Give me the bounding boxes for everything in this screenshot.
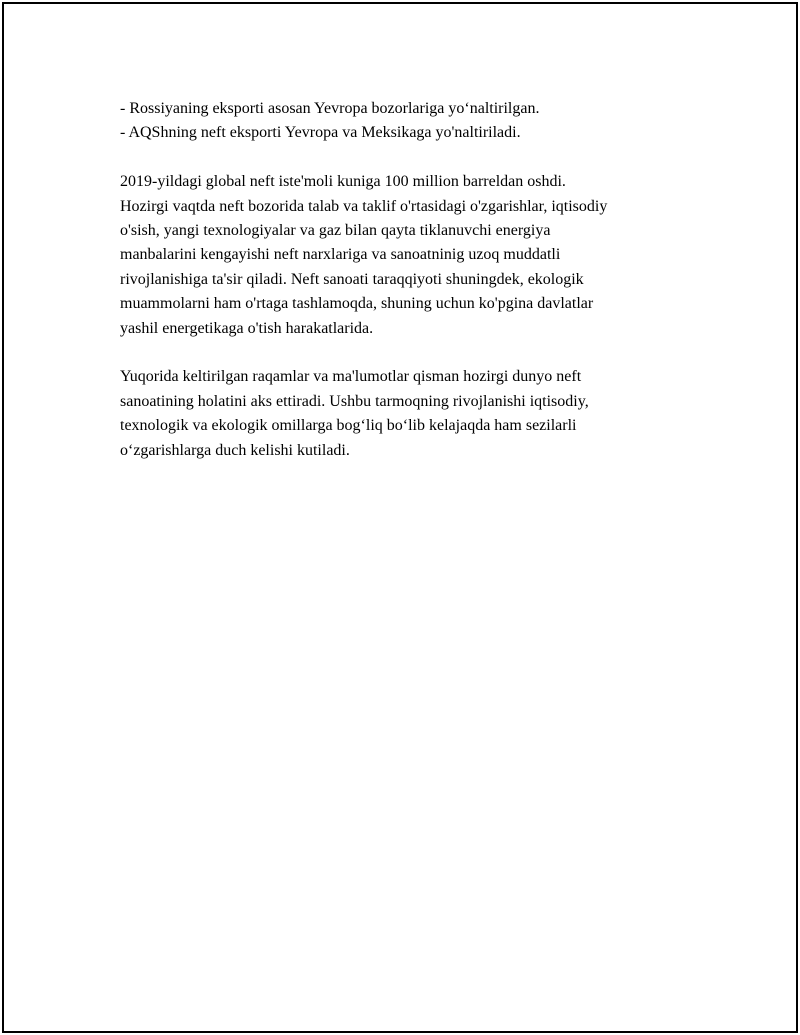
paragraph-global-consumption: [120, 170, 700, 341]
paragraph-line: manbalarini kengayishi neft narxlariga va sanoatninig uzoq muddatli: [120, 246, 561, 264]
bullet-item-usa: - AQShning neft eksporti Yevropa va Meksikaga yo'naltiriladi.: [120, 124, 521, 142]
paragraph-line: o'sish, yangi texnologiyalar va gaz bilan qayta tiklanuvchi energiya: [120, 222, 551, 240]
export-bullet-list: [120, 97, 700, 146]
bullet-item-russia: - Rossiyaning eksporti asosan Yevropa bozorlariga yo‘naltirilgan.: [120, 100, 540, 117]
paragraph-line: yashil energetikaga o'tish harakatlarida.: [120, 319, 374, 337]
paragraph-line: Yuqorida keltirilgan raqamlar va ma'lumotlar qisman hozirgi dunyo neft: [120, 368, 582, 386]
paragraph-line: Hozirgi vaqtda neft bozorida talab va taklif o'rtasidagi o'zgarishlar, iqtisodiy: [120, 197, 608, 215]
paragraph-conclusion: [120, 365, 700, 463]
paragraph-line: rivojlanishiga ta'sir qiladi. Neft sanoati taraqqiyoti shuningdek, ekologik: [120, 270, 584, 288]
paragraph-line: 2019-yildagi global neft iste'moli kuniga 100 million barreldan oshdi.: [120, 173, 566, 191]
document-body: [120, 97, 700, 463]
paragraph-line: sanoatining holatini aks ettiradi. Ushbu tarmoqning rivojlanishi iqtisodiy,: [120, 392, 589, 410]
page-frame: [2, 2, 798, 1033]
paragraph-line: o‘zgarishlarga duch kelishi kutiladi.: [120, 441, 350, 459]
paragraph-line: texnologik va ekologik omillarga bog‘liq bo‘lib kelajaqda ham sezilarli: [120, 417, 577, 435]
paragraph-line: muammolarni ham o'rtaga tashlamoqda, shuning uchun ko'pgina davlatlar: [120, 295, 594, 313]
